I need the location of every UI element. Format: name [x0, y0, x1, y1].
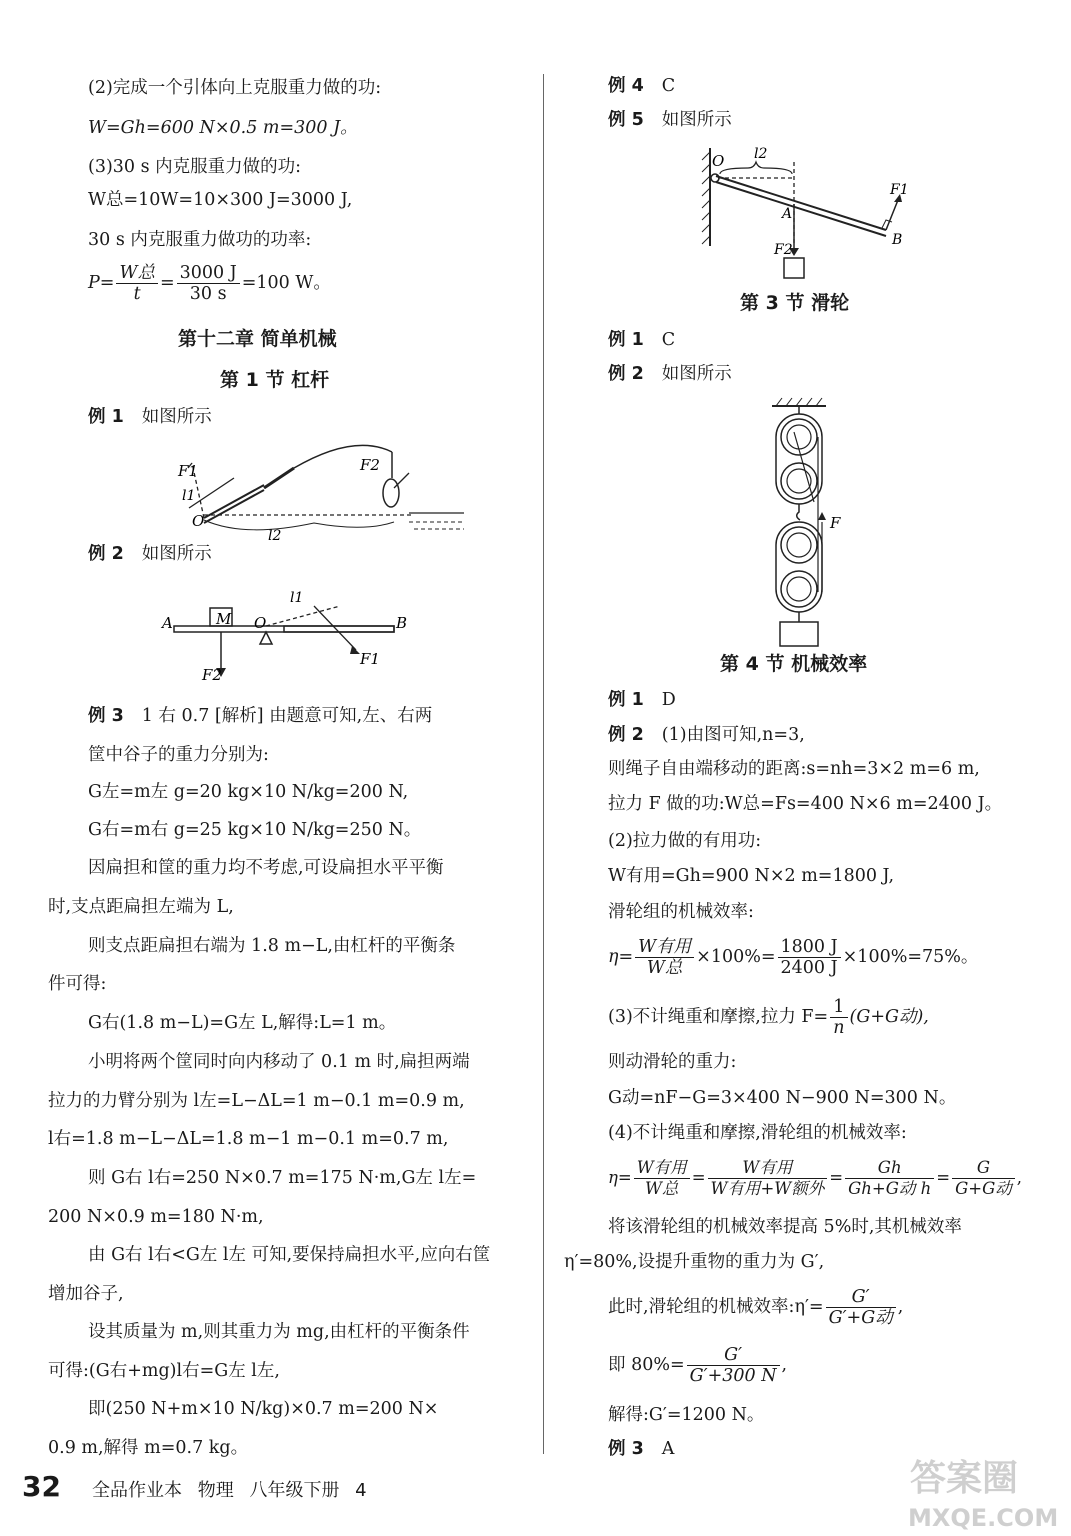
text-line: 因扁担和筐的重力均不考虑,可设扁担水平平衡 [88, 858, 444, 878]
fraction [634, 1158, 690, 1199]
example-label: 例 1 [608, 330, 644, 350]
fraction [826, 1287, 896, 1328]
numerator: W总 [116, 263, 158, 284]
denominator: t [133, 284, 141, 304]
force-label: F [830, 514, 841, 532]
denominator: 2400 J [780, 958, 838, 978]
chapter-title: 第十二章 简单机械 [178, 328, 337, 350]
formula-part: ×100%=75%。 [842, 947, 979, 967]
point-label: B [396, 614, 408, 632]
text-line: l右=1.8 m−L−ΔL=1.8 m−1 m−0.1 m=0.7 m, [48, 1129, 449, 1149]
denominator: G′+G动 [828, 1308, 893, 1328]
text-line: 30 s 内克服重力做功的功率: [88, 230, 312, 250]
force-label: F2 [774, 242, 793, 258]
text-line: 则支点距扁担右端为 1.8 m−L,由杠杆的平衡条 [88, 936, 456, 956]
example-label: 例 2 [608, 364, 644, 384]
text-line: 0.9 m,解得 m=0.7 kg。 [48, 1438, 249, 1458]
formula-part: (3)不计绳重和摩擦,拉力 F= [608, 1007, 829, 1027]
column-divider [543, 74, 544, 1454]
denominator: W总 [644, 1179, 679, 1198]
example-text: 如图所示 [661, 364, 732, 384]
denominator: n [833, 1018, 845, 1038]
text-line: G动=nF−G=3×400 N−900 N=300 N。 [608, 1088, 957, 1108]
book-info: 全品作业本 物理 八年级下册 4 [92, 1480, 367, 1501]
fraction [687, 1345, 780, 1386]
formula-part: ×100%= [696, 947, 776, 967]
numerator: W有用 [635, 937, 694, 958]
force-label: F2 [360, 456, 380, 474]
numerator: Gh [845, 1158, 934, 1179]
formula-part: (G+G动), [849, 1007, 929, 1027]
efficiency-formula [608, 934, 978, 980]
pivot-label: O [712, 152, 725, 170]
example-label: 例 1 [608, 690, 644, 710]
denominator: W总 [646, 958, 683, 978]
text-line: 将该滑轮组的机械效率提高 5%时,其机械效率 [608, 1217, 962, 1237]
text-line: G右(1.8 m−L)=G左 L,解得:L=1 m。 [88, 1013, 397, 1033]
example-label: 例 1 [88, 407, 124, 427]
numerator: W有用 [708, 1158, 828, 1179]
example-text: A [661, 1439, 675, 1459]
formula-part: P= [88, 273, 115, 293]
denominator: G′+300 N [689, 1366, 777, 1386]
text-line: 则 G右 l右=250 N×0.7 m=175 N·m,G左 l左= [88, 1168, 477, 1188]
example-text: D [661, 690, 676, 710]
arm-label: l1 [182, 488, 196, 504]
example-label: 例 2 [608, 725, 644, 745]
arm-label: l2 [268, 528, 282, 544]
fraction [952, 1158, 1015, 1199]
lever-diagram-2 [164, 580, 494, 690]
example-line [88, 405, 212, 429]
denominator: G+G动 [955, 1179, 1012, 1198]
page-number: 32 [22, 1470, 61, 1503]
text-line: W总=10W=10×300 J=3000 J, [88, 190, 353, 210]
fraction [116, 263, 158, 304]
text-line: (2)完成一个引体向上克服重力做的功: [88, 78, 382, 98]
text-line: 小明将两个筐同时向内移动了 0.1 m 时,扁担两端 [88, 1052, 470, 1072]
denominator: Gh+G动 h [848, 1179, 932, 1198]
new-efficiency-formula: 此时,滑轮组的机械效率:η′= $\frac{G'}{\text{G′+G动}}$ , [608, 1287, 904, 1328]
force-label: F1 [890, 182, 909, 198]
fraction [845, 1158, 934, 1199]
watermark-logo [900, 1448, 1070, 1533]
text-line: 增加谷子, [48, 1284, 124, 1304]
formula-part: 即 80%= [608, 1355, 685, 1375]
text-line: 解得:G′=1200 N。 [608, 1405, 765, 1425]
section-title: 第 1 节 杠杆 [220, 369, 330, 391]
numerator: G′ [687, 1345, 780, 1366]
example-line [608, 328, 675, 352]
formula-part: η= [608, 1168, 632, 1187]
pivot-label: O [254, 614, 267, 632]
force-label: F1 [178, 462, 198, 480]
example-line [608, 1437, 674, 1461]
fraction [778, 937, 841, 978]
text-line: 滑轮组的机械效率: [608, 902, 754, 922]
example-line [608, 108, 732, 132]
text-line: 时,支点距扁担左端为 L, [48, 897, 234, 917]
example-text: 如图所示 [141, 407, 212, 427]
text-line: 件可得: [48, 974, 107, 994]
numerator: 1 [830, 997, 847, 1018]
example-line [88, 542, 212, 566]
arm-label: l1 [290, 590, 304, 606]
pulley-diagram [764, 392, 854, 648]
example-text: 1 右 0.7 [解析] 由题意可知,左、右两 [141, 706, 433, 726]
fraction [177, 263, 240, 304]
numerator: 3000 J [177, 263, 240, 284]
efficiency-derivation: η= $\frac{\text{W有用}}{\text{W总}}$ = $\frac{\text{W有用}}{\text{W有用+W额外}}$ = $\frac{Gh}{\text{Gh+G动 h}}$ = $\frac{G}{\text{G+G动}}$ , [608, 1158, 1023, 1198]
text-line: 设其质量为 m,则其重力为 mg,由杠杆的平衡条件 [88, 1322, 470, 1342]
text-line: G左=m左 g=20 kg×10 N/kg=200 N, [88, 782, 409, 802]
numerator: G′ [826, 1287, 896, 1308]
numerator: 1800 J [778, 937, 841, 958]
example-text: C [661, 330, 676, 350]
lever-diagram-1 [178, 438, 424, 548]
arm-label: l2 [754, 146, 768, 162]
text-line: 则动滑轮的重力: [608, 1052, 737, 1072]
denominator: 30 s [189, 284, 227, 304]
example-label: 例 3 [88, 706, 124, 726]
text-line: W有用=Gh=900 N×2 m=1800 J, [608, 866, 895, 886]
example-label: 例 5 [608, 110, 644, 130]
formula-part: η= [608, 947, 634, 967]
point-label: B [892, 232, 903, 248]
section-title: 第 3 节 滑轮 [740, 292, 850, 314]
denominator: W有用+W额外 [710, 1179, 825, 1198]
example-text: (1)由图可知,n=3, [661, 725, 805, 745]
point-label: A [782, 206, 793, 222]
pivot-label: O [192, 512, 205, 530]
example-line [608, 74, 675, 98]
example-text: C [661, 76, 676, 96]
point-label: A [162, 614, 173, 632]
example-label: 例 2 [88, 544, 124, 564]
watermark-top: 答案圈 [910, 1458, 1019, 1499]
example-label: 例 4 [608, 76, 644, 96]
example-line [88, 704, 432, 728]
text-line: 拉力的力臂分别为 l左=L−ΔL=1 m−0.1 m=0.9 m, [48, 1091, 465, 1111]
text-line: 200 N×0.9 m=180 N·m, [48, 1207, 264, 1227]
text-line: 则绳子自由端移动的距离:s=nh=3×2 m=6 m, [608, 759, 980, 779]
numerator: G [952, 1158, 1015, 1179]
fraction [830, 997, 847, 1038]
example-text: 如图所示 [661, 110, 732, 130]
text-line: 可得:(G右+mg)l右=G左 l左, [48, 1361, 280, 1381]
example-line [608, 723, 805, 747]
fraction [708, 1158, 828, 1199]
text-line: (2)拉力做的有用功: [608, 831, 762, 851]
text-line: W=Gh=600 N×0.5 m=300 J。 [88, 118, 358, 138]
force-label: F2 [202, 666, 222, 684]
example-text: 如图所示 [141, 544, 212, 564]
text-line: G右=m右 g=25 kg×10 N/kg=250 N。 [88, 820, 422, 840]
text-line: 由 G右 l右<G左 l左 可知,要保持扁担水平,应向右筐 [88, 1245, 491, 1265]
numerator: W有用 [634, 1158, 690, 1179]
equation-line: 即 80%= $\frac{G'}{G'+300 N}$ , [608, 1345, 788, 1386]
power-formula: P= $\frac{\text{W总}}{t}$ = $\frac{3000 J}{30 s}$ =100 W。 [88, 263, 331, 304]
mass-label: M [216, 610, 232, 628]
example-line [608, 362, 732, 386]
text-line: (4)不计绳重和摩擦,滑轮组的机械效率: [608, 1123, 907, 1143]
section-title: 第 4 节 机械效率 [720, 653, 868, 675]
watermark-bottom: MXQE.COM [908, 1504, 1059, 1532]
text-line: η′=80%,设提升重物的重力为 G′, [564, 1252, 825, 1272]
example-line [608, 688, 676, 712]
text-line: 即(250 N+m×10 N/kg)×0.7 m=200 N× [88, 1399, 439, 1419]
text-line: 筐中谷子的重力分别为: [88, 745, 269, 765]
example-label: 例 3 [608, 1439, 644, 1459]
force-formula [608, 994, 929, 1040]
text-line: (3)30 s 内克服重力做的功: [88, 157, 302, 177]
force-label: F1 [360, 650, 380, 668]
lever-diagram-5 [698, 138, 928, 284]
text-line: 拉力 F 做的功:W总=Fs=400 N×6 m=2400 J。 [608, 794, 1003, 814]
fraction [635, 937, 694, 978]
formula-part: 此时,滑轮组的机械效率:η′= [608, 1297, 824, 1317]
formula-part: =100 W。 [241, 273, 331, 293]
